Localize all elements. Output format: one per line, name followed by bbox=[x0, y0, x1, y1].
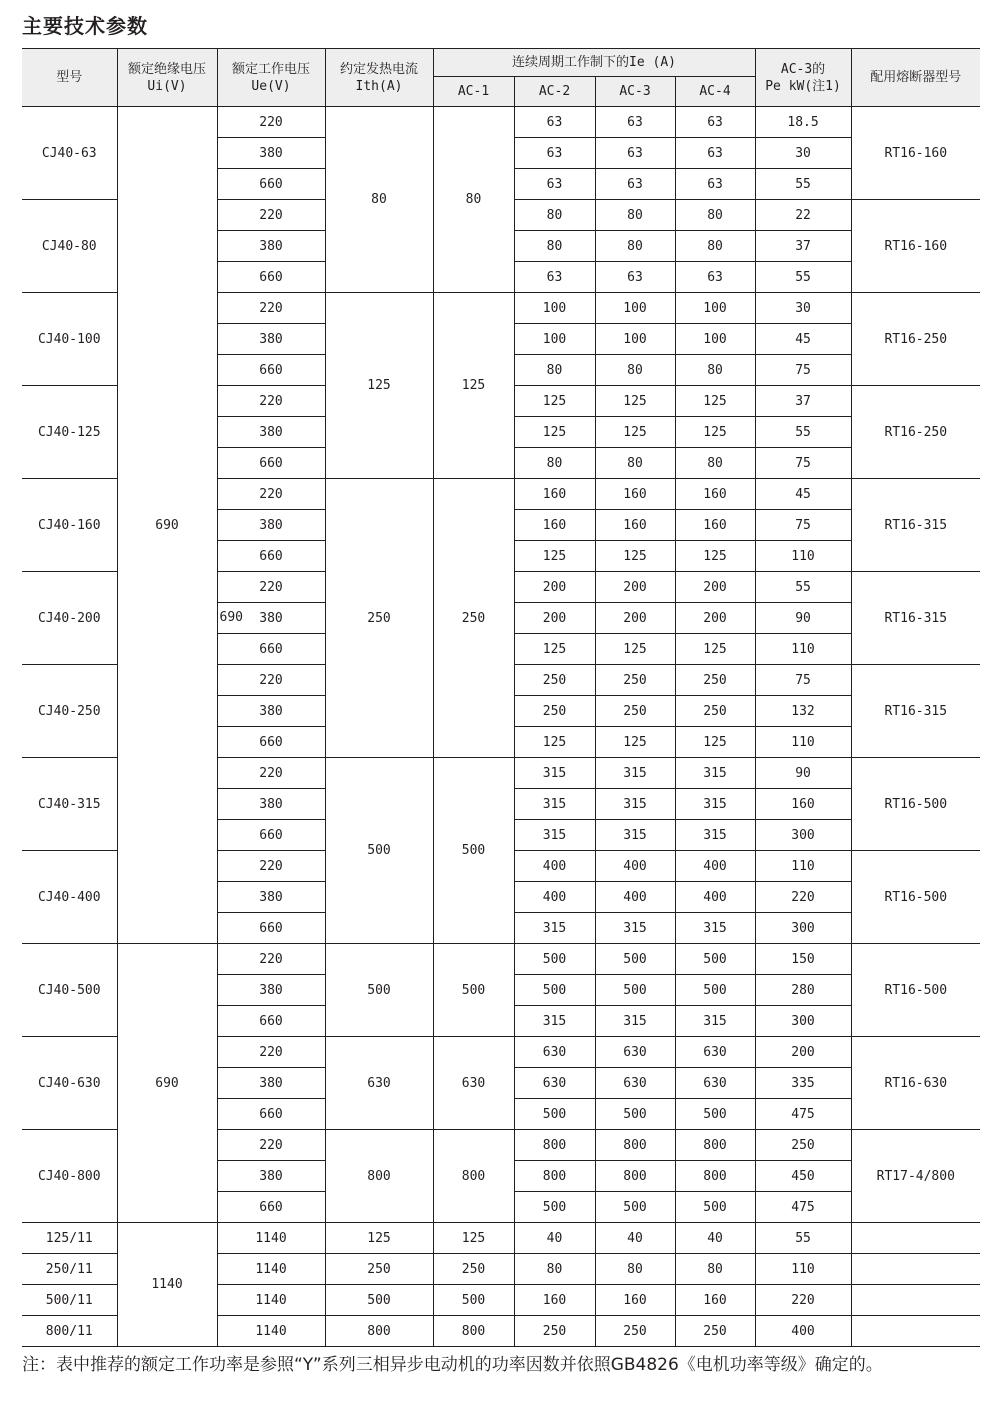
header-ue: 额定工作电压 Ue(V) bbox=[217, 49, 325, 107]
model-cell: 250/11 bbox=[22, 1254, 117, 1285]
model-cell: CJ40-100 bbox=[22, 293, 117, 386]
ac1-cell: 800 bbox=[433, 1316, 514, 1347]
ue-cell: 660 bbox=[217, 820, 325, 851]
ue-cell: 380 690 bbox=[217, 603, 325, 634]
ac1-cell: 500 bbox=[433, 944, 514, 1037]
ue-cell: 380 bbox=[217, 975, 325, 1006]
ac2-cell: 160 bbox=[514, 510, 595, 541]
ac4-cell: 250 bbox=[675, 696, 755, 727]
ac2-cell: 400 bbox=[514, 882, 595, 913]
ue-cell: 380 bbox=[217, 1161, 325, 1192]
ac3-cell: 400 bbox=[595, 851, 675, 882]
ue-cell: 220 bbox=[217, 758, 325, 789]
pe-cell: 30 bbox=[755, 138, 851, 169]
pe-cell: 475 bbox=[755, 1099, 851, 1130]
ue-cell: 660 bbox=[217, 1192, 325, 1223]
ac3-cell: 40 bbox=[595, 1223, 675, 1254]
ac3-cell: 630 bbox=[595, 1068, 675, 1099]
ac3-cell: 630 bbox=[595, 1037, 675, 1068]
pe-cell: 300 bbox=[755, 913, 851, 944]
ue-cell: 380 bbox=[217, 417, 325, 448]
ac4-cell: 500 bbox=[675, 975, 755, 1006]
pe-cell: 280 bbox=[755, 975, 851, 1006]
ith-cell: 125 bbox=[325, 293, 433, 479]
ac4-cell: 80 bbox=[675, 355, 755, 386]
table-row bbox=[22, 107, 980, 138]
ith-cell: 500 bbox=[325, 1285, 433, 1316]
pe-cell: 300 bbox=[755, 820, 851, 851]
ue-cell: 660 bbox=[217, 634, 325, 665]
ac2-cell: 63 bbox=[514, 169, 595, 200]
ac2-cell: 80 bbox=[514, 355, 595, 386]
model-cell: 800/11 bbox=[22, 1316, 117, 1347]
ac2-cell: 315 bbox=[514, 1006, 595, 1037]
ac3-cell: 125 bbox=[595, 541, 675, 572]
model-cell: CJ40-125 bbox=[22, 386, 117, 479]
ac4-cell: 630 bbox=[675, 1037, 755, 1068]
ac2-cell: 630 bbox=[514, 1068, 595, 1099]
header-pe: AC-3的 Pe kW(注1) bbox=[755, 49, 851, 107]
pe-cell: 75 bbox=[755, 355, 851, 386]
ac2-cell: 250 bbox=[514, 665, 595, 696]
ith-cell: 80 bbox=[325, 107, 433, 293]
pe-cell: 75 bbox=[755, 448, 851, 479]
fuse-cell: RT16-500 bbox=[851, 851, 980, 944]
pe-cell: 110 bbox=[755, 851, 851, 882]
model-cell: CJ40-80 bbox=[22, 200, 117, 293]
pe-cell: 55 bbox=[755, 169, 851, 200]
header-ie-group: 连续周期工作制下的Ie (A) bbox=[433, 49, 755, 77]
fuse-cell: RT16-250 bbox=[851, 293, 980, 386]
model-cell: CJ40-630 bbox=[22, 1037, 117, 1130]
fuse-cell: RT16-315 bbox=[851, 572, 980, 665]
ue-cell: 220 bbox=[217, 293, 325, 324]
pe-cell: 300 bbox=[755, 1006, 851, 1037]
ue-cell: 220 bbox=[217, 572, 325, 603]
ue-cell: 660 bbox=[217, 355, 325, 386]
ue-cell: 220 bbox=[217, 200, 325, 231]
fuse-cell bbox=[851, 1223, 980, 1254]
pe-cell: 160 bbox=[755, 789, 851, 820]
pe-cell: 55 bbox=[755, 1223, 851, 1254]
ac3-cell: 63 bbox=[595, 169, 675, 200]
ac3-cell: 80 bbox=[595, 200, 675, 231]
ue-cell: 660 bbox=[217, 727, 325, 758]
ac4-cell: 315 bbox=[675, 758, 755, 789]
ue-cell: 220 bbox=[217, 665, 325, 696]
ith-cell: 250 bbox=[325, 1254, 433, 1285]
ue-cell: 380 bbox=[217, 696, 325, 727]
ac1-cell: 250 bbox=[433, 479, 514, 758]
ue-cell: 380 bbox=[217, 789, 325, 820]
pe-cell: 250 bbox=[755, 1130, 851, 1161]
page-title: 主要技术参数 bbox=[22, 14, 148, 38]
table-row bbox=[22, 1223, 980, 1254]
pe-cell: 450 bbox=[755, 1161, 851, 1192]
ac4-cell: 500 bbox=[675, 1099, 755, 1130]
ac4-cell: 250 bbox=[675, 665, 755, 696]
ac2-cell: 500 bbox=[514, 1099, 595, 1130]
ac2-cell: 500 bbox=[514, 944, 595, 975]
ac2-cell: 125 bbox=[514, 417, 595, 448]
ac4-cell: 800 bbox=[675, 1161, 755, 1192]
ac3-cell: 125 bbox=[595, 386, 675, 417]
ac2-cell: 160 bbox=[514, 1285, 595, 1316]
ac3-cell: 315 bbox=[595, 789, 675, 820]
ac4-cell: 80 bbox=[675, 1254, 755, 1285]
ac2-cell: 315 bbox=[514, 820, 595, 851]
pe-cell: 400 bbox=[755, 1316, 851, 1347]
ac2-cell: 125 bbox=[514, 386, 595, 417]
ac4-cell: 250 bbox=[675, 1316, 755, 1347]
model-cell: 500/11 bbox=[22, 1285, 117, 1316]
ac3-cell: 800 bbox=[595, 1130, 675, 1161]
model-cell: CJ40-800 bbox=[22, 1130, 117, 1223]
pe-cell: 110 bbox=[755, 541, 851, 572]
pe-cell: 75 bbox=[755, 510, 851, 541]
ith-cell: 125 bbox=[325, 1223, 433, 1254]
fuse-cell: RT16-315 bbox=[851, 479, 980, 572]
ac3-cell: 800 bbox=[595, 1161, 675, 1192]
ue-cell: 220 bbox=[217, 944, 325, 975]
ac3-cell: 160 bbox=[595, 1285, 675, 1316]
pe-cell: 335 bbox=[755, 1068, 851, 1099]
ac2-cell: 125 bbox=[514, 727, 595, 758]
ac2-cell: 80 bbox=[514, 448, 595, 479]
model-cell: CJ40-400 bbox=[22, 851, 117, 944]
ac3-cell: 160 bbox=[595, 510, 675, 541]
ac4-cell: 125 bbox=[675, 727, 755, 758]
fuse-cell: RT16-500 bbox=[851, 944, 980, 1037]
ac3-cell: 500 bbox=[595, 1192, 675, 1223]
ac1-cell: 250 bbox=[433, 1254, 514, 1285]
ith-cell: 800 bbox=[325, 1316, 433, 1347]
ue-cell: 1140 bbox=[217, 1316, 325, 1347]
model-cell: CJ40-250 bbox=[22, 665, 117, 758]
ith-cell: 630 bbox=[325, 1037, 433, 1130]
spec-table bbox=[22, 48, 980, 1347]
ac1-cell: 125 bbox=[433, 1223, 514, 1254]
ui-cell: 690 bbox=[117, 944, 217, 1223]
ac4-cell: 400 bbox=[675, 851, 755, 882]
ac2-cell: 160 bbox=[514, 479, 595, 510]
ac2-cell: 125 bbox=[514, 541, 595, 572]
ac2-cell: 80 bbox=[514, 231, 595, 262]
fuse-cell: RT16-315 bbox=[851, 665, 980, 758]
ue-cell: 1140 bbox=[217, 1254, 325, 1285]
ac4-cell: 63 bbox=[675, 138, 755, 169]
ac2-cell: 125 bbox=[514, 634, 595, 665]
ac4-cell: 800 bbox=[675, 1130, 755, 1161]
pe-cell: 110 bbox=[755, 1254, 851, 1285]
fuse-cell: RT16-160 bbox=[851, 200, 980, 293]
ac3-cell: 63 bbox=[595, 138, 675, 169]
ac4-cell: 315 bbox=[675, 789, 755, 820]
pe-cell: 55 bbox=[755, 572, 851, 603]
ac3-cell: 250 bbox=[595, 665, 675, 696]
ac3-cell: 500 bbox=[595, 1099, 675, 1130]
ac2-cell: 250 bbox=[514, 1316, 595, 1347]
ac2-cell: 315 bbox=[514, 758, 595, 789]
ac3-cell: 63 bbox=[595, 107, 675, 138]
ue-cell: 220 bbox=[217, 851, 325, 882]
ue-cell: 660 bbox=[217, 541, 325, 572]
header-ui: 额定绝缘电压 Ui(V) bbox=[117, 49, 217, 107]
table-body bbox=[22, 107, 980, 1347]
pe-cell: 132 bbox=[755, 696, 851, 727]
ac4-cell: 160 bbox=[675, 479, 755, 510]
pe-cell: 150 bbox=[755, 944, 851, 975]
model-cell: 125/11 bbox=[22, 1223, 117, 1254]
ue-cell: 660 bbox=[217, 913, 325, 944]
header-ac2: AC-2 bbox=[514, 77, 595, 107]
ac4-cell: 63 bbox=[675, 107, 755, 138]
ue-cell: 220 bbox=[217, 386, 325, 417]
ac2-cell: 315 bbox=[514, 789, 595, 820]
ue-cell: 220 bbox=[217, 479, 325, 510]
pe-cell: 90 bbox=[755, 603, 851, 634]
ui-inline-value: 690 bbox=[219, 610, 243, 625]
ue-cell: 380 bbox=[217, 1068, 325, 1099]
ac2-cell: 63 bbox=[514, 138, 595, 169]
ac2-cell: 400 bbox=[514, 851, 595, 882]
ac4-cell: 125 bbox=[675, 634, 755, 665]
pe-cell: 200 bbox=[755, 1037, 851, 1068]
pe-cell: 90 bbox=[755, 758, 851, 789]
ac4-cell: 80 bbox=[675, 448, 755, 479]
fuse-cell: RT17-4/800 bbox=[851, 1130, 980, 1223]
ue-cell: 380 bbox=[217, 324, 325, 355]
ue-cell: 220 bbox=[217, 107, 325, 138]
ac2-cell: 80 bbox=[514, 200, 595, 231]
ui-cell: 1140 bbox=[117, 1223, 217, 1347]
ac2-cell: 500 bbox=[514, 975, 595, 1006]
pe-cell: 220 bbox=[755, 1285, 851, 1316]
ac3-cell: 100 bbox=[595, 293, 675, 324]
ac2-cell: 250 bbox=[514, 696, 595, 727]
ac2-cell: 500 bbox=[514, 1192, 595, 1223]
ac2-cell: 800 bbox=[514, 1130, 595, 1161]
ac4-cell: 80 bbox=[675, 200, 755, 231]
footnote: 注：表中推荐的额定工作功率是参照“Y”系列三相异步电动机的功率因数并依照GB4826《电机功率等级》确定的。 bbox=[22, 1355, 883, 1375]
ac4-cell: 125 bbox=[675, 417, 755, 448]
ac2-cell: 200 bbox=[514, 603, 595, 634]
ue-cell: 380 bbox=[217, 231, 325, 262]
fuse-cell: RT16-500 bbox=[851, 758, 980, 851]
ac3-cell: 315 bbox=[595, 1006, 675, 1037]
ac2-cell: 63 bbox=[514, 262, 595, 293]
fuse-cell: RT16-160 bbox=[851, 107, 980, 200]
fuse-cell: RT16-250 bbox=[851, 386, 980, 479]
pe-cell: 110 bbox=[755, 727, 851, 758]
pe-cell: 75 bbox=[755, 665, 851, 696]
model-cell: CJ40-63 bbox=[22, 107, 117, 200]
ac4-cell: 125 bbox=[675, 386, 755, 417]
ac3-cell: 125 bbox=[595, 727, 675, 758]
ac1-cell: 80 bbox=[433, 107, 514, 293]
ue-cell: 660 bbox=[217, 448, 325, 479]
ue-cell: 660 bbox=[217, 1006, 325, 1037]
ac3-cell: 250 bbox=[595, 696, 675, 727]
ue-cell: 380 bbox=[217, 510, 325, 541]
header-model: 型号 bbox=[22, 49, 117, 107]
ac4-cell: 100 bbox=[675, 293, 755, 324]
ac4-cell: 125 bbox=[675, 541, 755, 572]
ac1-cell: 125 bbox=[433, 293, 514, 479]
model-cell: CJ40-315 bbox=[22, 758, 117, 851]
ue-cell: 220 bbox=[217, 1130, 325, 1161]
ac3-cell: 200 bbox=[595, 572, 675, 603]
ue-cell: 380 bbox=[217, 138, 325, 169]
ac3-cell: 160 bbox=[595, 479, 675, 510]
header-ith: 约定发热电流 Ith(A) bbox=[325, 49, 433, 107]
ac4-cell: 500 bbox=[675, 1192, 755, 1223]
fuse-cell bbox=[851, 1285, 980, 1316]
ac3-cell: 400 bbox=[595, 882, 675, 913]
ac3-cell: 500 bbox=[595, 944, 675, 975]
ith-cell: 500 bbox=[325, 944, 433, 1037]
ac4-cell: 40 bbox=[675, 1223, 755, 1254]
model-cell: CJ40-500 bbox=[22, 944, 117, 1037]
ac3-cell: 100 bbox=[595, 324, 675, 355]
ac3-cell: 200 bbox=[595, 603, 675, 634]
ac4-cell: 200 bbox=[675, 603, 755, 634]
ac3-cell: 125 bbox=[595, 417, 675, 448]
ac3-cell: 80 bbox=[595, 448, 675, 479]
ac2-cell: 63 bbox=[514, 107, 595, 138]
ui-cell: 690 bbox=[117, 107, 217, 944]
ac4-cell: 315 bbox=[675, 913, 755, 944]
ac4-cell: 100 bbox=[675, 324, 755, 355]
ac2-cell: 40 bbox=[514, 1223, 595, 1254]
ith-cell: 800 bbox=[325, 1130, 433, 1223]
ac4-cell: 63 bbox=[675, 262, 755, 293]
ac3-cell: 63 bbox=[595, 262, 675, 293]
model-cell: CJ40-200 bbox=[22, 572, 117, 665]
fuse-cell bbox=[851, 1316, 980, 1347]
ac3-cell: 250 bbox=[595, 1316, 675, 1347]
table-row bbox=[22, 944, 980, 975]
pe-cell: 55 bbox=[755, 417, 851, 448]
ue-cell: 1140 bbox=[217, 1223, 325, 1254]
pe-cell: 18.5 bbox=[755, 107, 851, 138]
pe-cell: 475 bbox=[755, 1192, 851, 1223]
ac2-cell: 80 bbox=[514, 1254, 595, 1285]
ac4-cell: 200 bbox=[675, 572, 755, 603]
ue-cell: 220 bbox=[217, 1037, 325, 1068]
ac3-cell: 80 bbox=[595, 231, 675, 262]
ac3-cell: 125 bbox=[595, 634, 675, 665]
ac4-cell: 315 bbox=[675, 820, 755, 851]
ac4-cell: 400 bbox=[675, 882, 755, 913]
ac4-cell: 80 bbox=[675, 231, 755, 262]
header-fuse: 配用熔断器型号 bbox=[851, 49, 980, 107]
ac2-cell: 200 bbox=[514, 572, 595, 603]
ac1-cell: 800 bbox=[433, 1130, 514, 1223]
ac4-cell: 160 bbox=[675, 1285, 755, 1316]
ac3-cell: 80 bbox=[595, 355, 675, 386]
pe-cell: 37 bbox=[755, 386, 851, 417]
header-ac3: AC-3 bbox=[595, 77, 675, 107]
ac1-cell: 500 bbox=[433, 1285, 514, 1316]
model-cell: CJ40-160 bbox=[22, 479, 117, 572]
ac2-cell: 630 bbox=[514, 1037, 595, 1068]
ac4-cell: 630 bbox=[675, 1068, 755, 1099]
ac2-cell: 800 bbox=[514, 1161, 595, 1192]
pe-cell: 110 bbox=[755, 634, 851, 665]
ith-cell: 500 bbox=[325, 758, 433, 944]
ac2-cell: 315 bbox=[514, 913, 595, 944]
pe-cell: 220 bbox=[755, 882, 851, 913]
ac1-cell: 630 bbox=[433, 1037, 514, 1130]
ac2-cell: 100 bbox=[514, 324, 595, 355]
fuse-cell: RT16-630 bbox=[851, 1037, 980, 1130]
ac4-cell: 63 bbox=[675, 169, 755, 200]
ith-cell: 250 bbox=[325, 479, 433, 758]
ac4-cell: 500 bbox=[675, 944, 755, 975]
ac3-cell: 80 bbox=[595, 1254, 675, 1285]
ac2-cell: 100 bbox=[514, 293, 595, 324]
fuse-cell bbox=[851, 1254, 980, 1285]
ac4-cell: 315 bbox=[675, 1006, 755, 1037]
ac4-cell: 160 bbox=[675, 510, 755, 541]
pe-cell: 22 bbox=[755, 200, 851, 231]
ac3-cell: 500 bbox=[595, 975, 675, 1006]
ue-cell: 380 bbox=[217, 882, 325, 913]
ac1-cell: 500 bbox=[433, 758, 514, 944]
header-ac4: AC-4 bbox=[675, 77, 755, 107]
ue-cell: 660 bbox=[217, 1099, 325, 1130]
ue-cell: 1140 bbox=[217, 1285, 325, 1316]
pe-cell: 45 bbox=[755, 324, 851, 355]
ac3-cell: 315 bbox=[595, 820, 675, 851]
pe-cell: 45 bbox=[755, 479, 851, 510]
ue-cell: 660 bbox=[217, 169, 325, 200]
pe-cell: 37 bbox=[755, 231, 851, 262]
ue-cell: 660 bbox=[217, 262, 325, 293]
ac3-cell: 315 bbox=[595, 758, 675, 789]
header-ac1: AC-1 bbox=[433, 77, 514, 107]
pe-cell: 55 bbox=[755, 262, 851, 293]
ac3-cell: 315 bbox=[595, 913, 675, 944]
pe-cell: 30 bbox=[755, 293, 851, 324]
